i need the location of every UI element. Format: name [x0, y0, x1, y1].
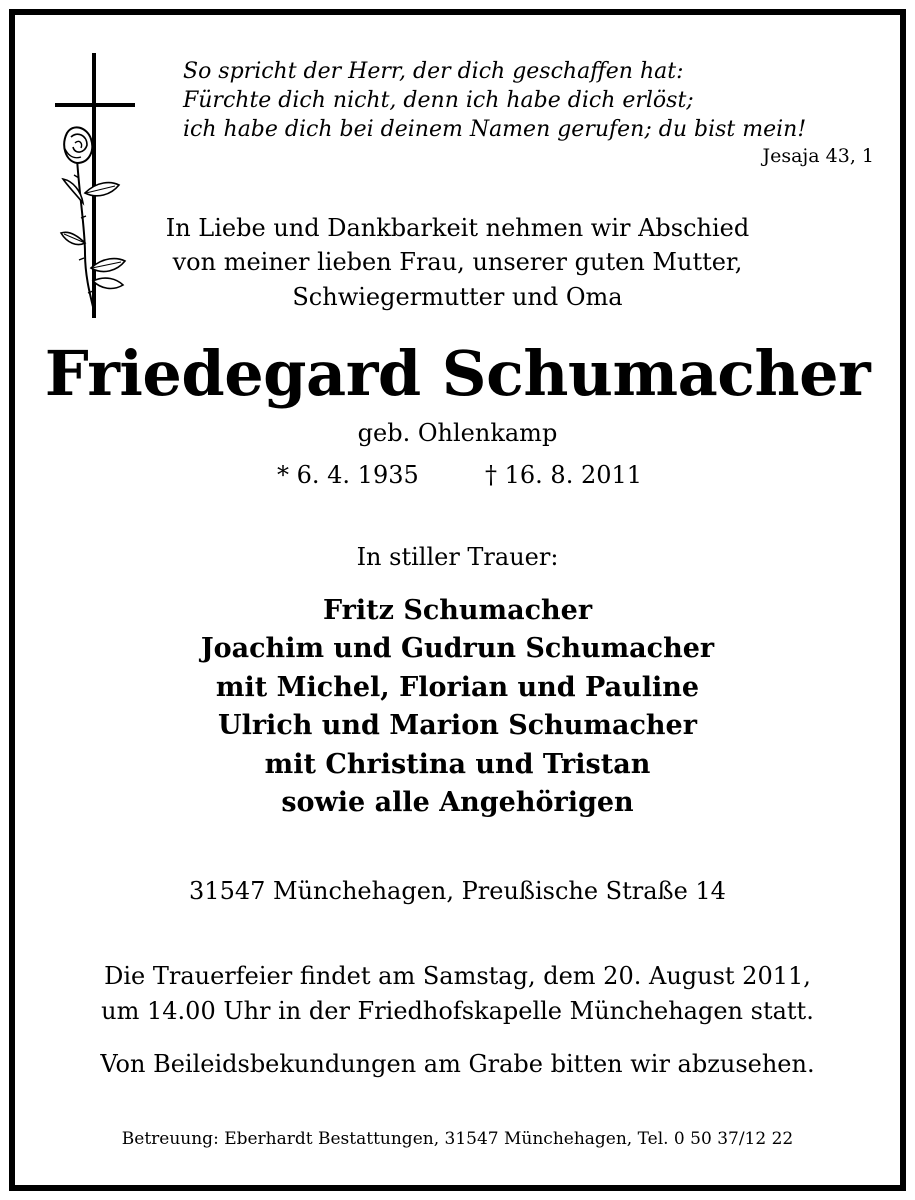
- mourners-heading: In stiller Trauer:: [356, 543, 559, 571]
- funeral-line: um 14.00 Uhr in der Friedhofskapelle Münchehagen statt.: [101, 997, 814, 1025]
- verse-line: Fürchte dich nicht, denn ich habe dich erlöst;: [183, 88, 694, 113]
- mourner-name: Joachim und Gudrun Schumacher: [200, 633, 715, 664]
- intro-line: Schwiegermutter und Oma: [292, 283, 623, 311]
- verse-reference: Jesaja 43, 1: [762, 145, 874, 167]
- mourner-name: sowie alle Angehörigen: [281, 787, 634, 818]
- mourner-name: Fritz Schumacher: [322, 595, 593, 626]
- mourner-name: mit Christina und Tristan: [264, 749, 651, 780]
- birth-date: * 6. 4. 1935: [277, 461, 419, 489]
- address: 31547 Münchehagen, Preußische Straße 14: [189, 877, 726, 905]
- intro-line: von meiner lieben Frau, unserer guten Mutter,: [172, 248, 743, 276]
- verse-line: ich habe dich bei deinem Namen gerufen; du bist mein!: [183, 117, 807, 142]
- intro-line: In Liebe und Dankbarkeit nehmen wir Abschied: [165, 214, 750, 242]
- mourner-name: Ulrich und Marion Schumacher: [218, 710, 697, 741]
- mourner-name: mit Michel, Florian und Pauline: [215, 672, 700, 703]
- verse-line: So spricht der Herr, der dich geschaffen hat:: [183, 59, 684, 84]
- obituary-notice: [9, 9, 906, 1191]
- death-date: † 16. 8. 2011: [485, 461, 643, 489]
- undertaker-footer: Betreuung: Eberhardt Bestattungen, 31547 Münchehagen, Tel. 0 50 37/12 22: [121, 1129, 794, 1149]
- maiden-name: geb. Ohlenkamp: [357, 419, 558, 447]
- deceased-name: Friedegard Schumacher: [44, 337, 871, 410]
- funeral-line: Die Trauerfeier findet am Samstag, dem 20. August 2011,: [104, 962, 811, 990]
- condolence-request: Von Beileidsbekundungen am Grabe bitten wir abzusehen.: [100, 1050, 815, 1078]
